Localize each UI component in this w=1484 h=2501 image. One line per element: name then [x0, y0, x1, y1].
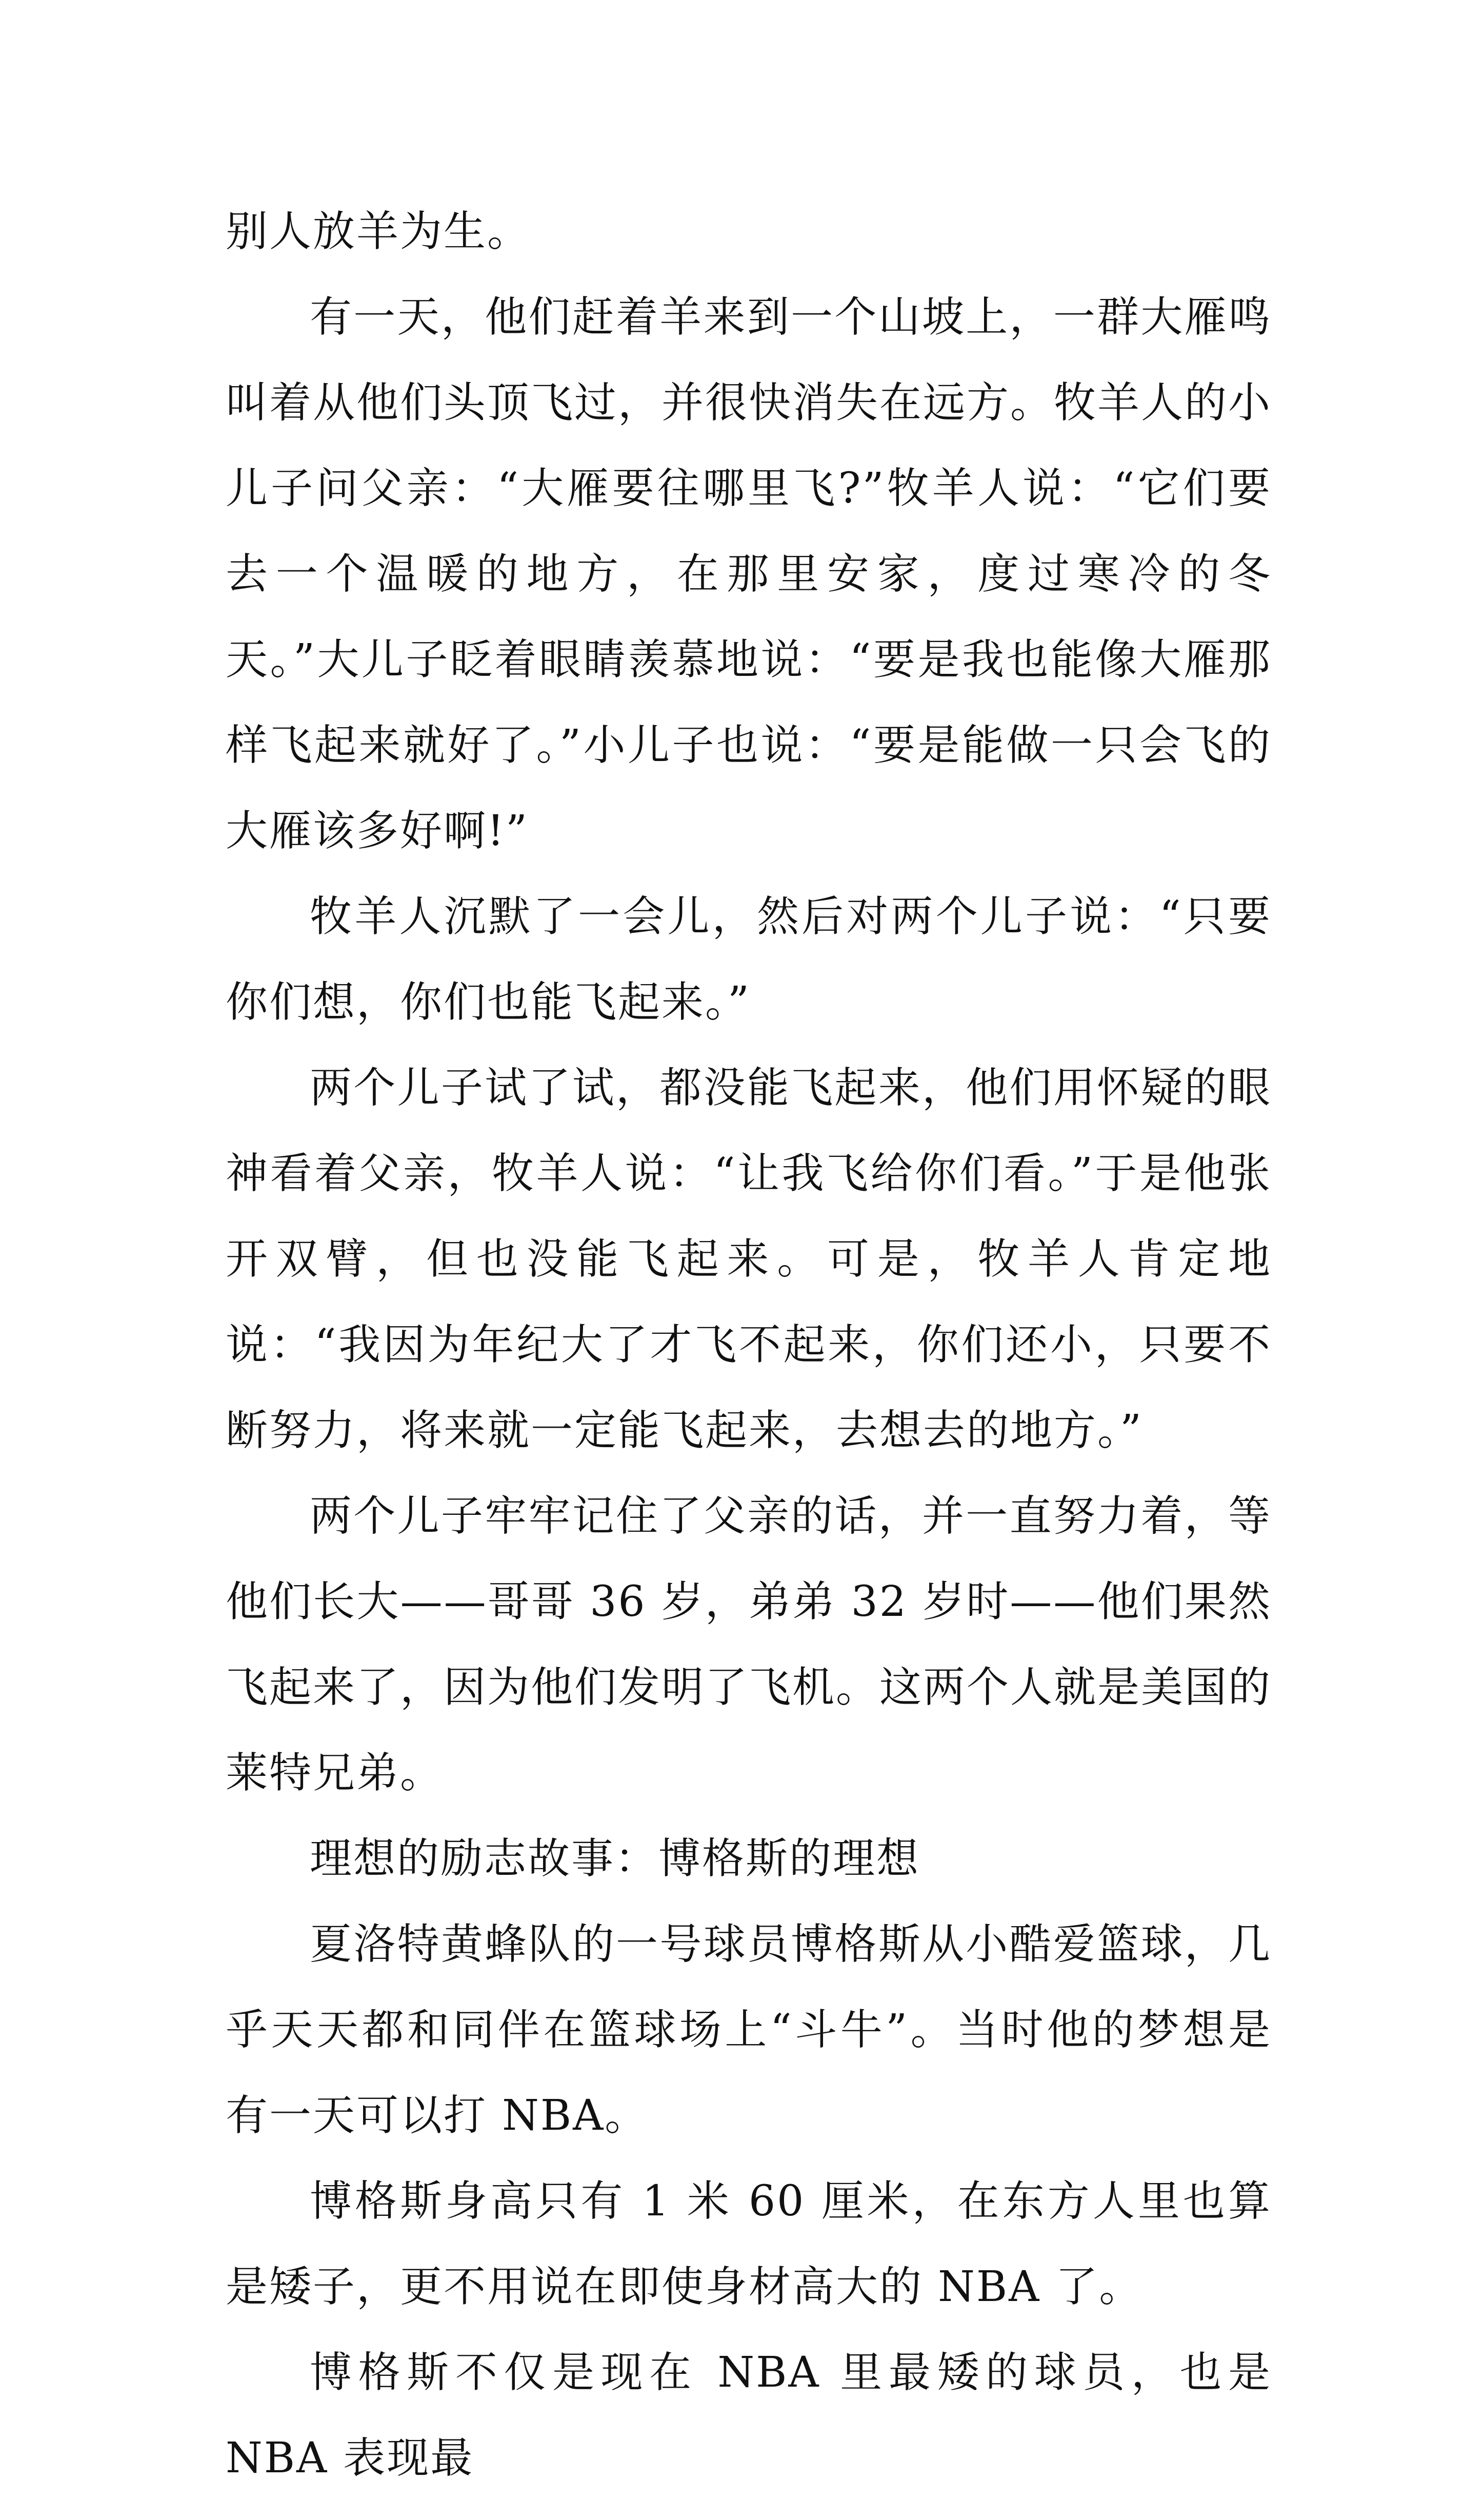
paragraph: 别人放羊为生。	[226, 207, 531, 256]
paragraph: 有一天，他们赶着羊来到一个山坡上，一群大雁鸣叫着从他们头顶飞过，并很快消失在远方。牧羊人的小儿子问父亲：“大雁要往哪里飞?”牧羊人说：“它们要去一个温暖的地方，在那里安家，度过寒冷的冬天。”大儿子眨着眼睛羡慕地说：“要是我也能像大雁那样飞起来就好了。”小儿子也说：“要是能做一只会飞的大雁该多好啊!”	[226, 293, 1272, 855]
paragraph: 博格斯不仅是现在 NBA 里最矮的球员，也是 NBA 表现最	[226, 2348, 1272, 2483]
paragraph: 夏洛特黄蜂队的一号球员博格斯从小酷爱篮球，几乎天天都和同伴在篮球场上“斗牛”。当时他的梦想是有一天可以打 NBA。	[226, 1920, 1272, 2140]
section-heading: 理想的励志故事：博格斯的理想	[310, 1834, 920, 1883]
paragraph: 牧羊人沉默了一会儿，然后对两个儿子说：“只要你们想，你们也能飞起来。”	[226, 892, 1272, 1027]
document-body	[226, 189, 1272, 2501]
paragraph: 两个儿子试了试，都没能飞起来，他们用怀疑的眼神看着父亲，牧羊人说：“让我飞给你们看。”于是他张开双臂，但也没能飞起来。可是，牧羊人肯定地说：“我因为年纪大了才飞不起来，你们还小，只要不断努力，将来就一定能飞起来，去想去的地方。”	[226, 1064, 1272, 1455]
paragraph: 博格斯身高只有 1 米 60 厘米，在东方人里也算是矮子，更不用说在即使身材高大的 NBA 了。	[226, 2177, 1272, 2311]
paragraph: 两个儿子牢牢记住了父亲的话，并一直努力着，等他们长大——哥哥 36 岁，弟弟 32 岁时——他们果然飞起来了，因为他们发明了飞机。这两个人就是美国的莱特兄弟。	[226, 1492, 1272, 1797]
